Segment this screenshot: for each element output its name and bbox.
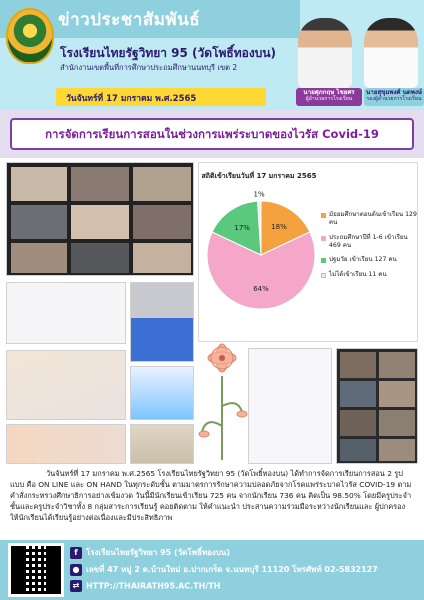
facebook-icon: f [70, 547, 82, 559]
news-title: ข่าวประชาสัมพันธ์ [58, 10, 201, 30]
pie-slice-label-1: 64% [253, 284, 269, 293]
legend-item-1 [321, 234, 417, 251]
director-name: นายศุภกฤษ ไชยศร [303, 89, 355, 96]
deputy-name: นายสุขุมพงศ์ นตพงษ์ [365, 89, 423, 96]
school-name: โรงเรียนไทยรัฐวิทยา 95 (วัดโพธิ์ทองบน) [60, 46, 277, 60]
chart-legend [321, 211, 417, 285]
flower-illustration [196, 336, 248, 464]
legend-label-0: มัธยมศึกษาตอนต้นเข้าเรียน 129 คน [329, 211, 417, 227]
student-with-book-photo [130, 282, 194, 362]
video-class-photo [336, 348, 418, 464]
director-name-tag [296, 88, 362, 106]
homework-photo [130, 424, 194, 464]
news-date: วันจันทร์ที่ 17 มกราคม พ.ศ.2565 [66, 94, 197, 104]
school-address: เลขที่ 47 หมู่ 2 ต.บ้านใหม่ อ.ปากเกร็ด จ.นนทบุรี 11120 โทรศัพท์ 02-5832127 [86, 565, 378, 574]
footer-address-row [70, 563, 378, 576]
tablet-lesson-photo [130, 366, 194, 420]
director-position: ผู้อำนวยการโรงเรียน [305, 96, 353, 103]
deputy-name-tag [364, 88, 424, 106]
deputy-position: รองผู้อำนวยการโรงเรียน [366, 96, 422, 103]
online-form-screenshot-photo [248, 348, 332, 464]
deputy-director-portrait [364, 18, 418, 88]
legend-swatch-2 [321, 258, 326, 263]
header-banner [0, 0, 424, 110]
headline-text: การจัดการเรียนการสอนในช่วงการแพร่ระบาดของไวรัส Covid-19 [45, 127, 379, 141]
website-link[interactable]: HTTP://THAIRATH95.AC.TH/TH [86, 581, 221, 591]
news-body-text: วันจันทร์ที่ 17 มกราคม พ.ศ.2565 โรงเรียนไทยรัฐวิทยา 95 (วัดโพธิ์ทองบน) ได้ทำการจัดการเรียนการสอน 2 รูปแบบ คือ ON LINE และ ON HAND ในทุกระดับชั้น ตามมาตรการรักษาความปลอดภัยจากโรคแพร่ระบาดไวรัส COVID-19 ตามคำสั่งกระทรวงศึกษาธิการอย่างเข้มงวด วันนี้มีนักเรียนเข้าเรียน 725 คน จากนักเรียน 736 คน คิดเป็น 98.50% โดยมีครูประจำชั้นและครูประจำวิชาทั้ง 8 กลุ่มสาระการเรียนรู้ คอยติดตาม ให้คำแนะนำ ประสานความร่วมมือระหว่างนักเรียนและ ผู้ปกครอง ให้นักเรียนได้เรียนรู้อย่างต่อเนื่องและมีประสิทธิภาพ [10, 469, 412, 523]
legend-swatch-0 [321, 213, 326, 218]
footer-facebook-row[interactable] [70, 546, 230, 559]
student-studying-photo [6, 350, 126, 420]
office-name: สำนักงานเขตพื้นที่การศึกษาประถมศึกษานนทบุรี เขต 2 [60, 63, 238, 72]
legend-label-1: ประถมศึกษาปีที่ 1-6 เข้าเรียน 469 คน [329, 233, 408, 250]
online-worksheet-photo [6, 282, 126, 344]
chart-title: สถิติเข้าเรียนวันที่ 17 มกราคม 2565 [201, 172, 317, 180]
pie-slice-label-3: 1% [253, 190, 265, 199]
director-portrait [298, 18, 352, 88]
headline-box [10, 118, 414, 150]
video-call-collage-photo [6, 162, 194, 276]
legend-item-0 [321, 211, 417, 228]
student-drawing-photo [6, 424, 126, 464]
legend-item-3 [321, 271, 417, 279]
pie-slice-label-0: 18% [271, 223, 287, 232]
location-pin-icon: ● [70, 564, 82, 576]
attendance-pie-chart [198, 162, 418, 342]
pie-slice-label-2: 17% [234, 223, 250, 232]
facebook-page-name: โรงเรียนไทยรัฐวิทยา 95 (วัดโพธิ์ทองบน) [86, 548, 231, 557]
legend-label-2: ปฐมวัย เข้าเรียน 127 คน [329, 256, 397, 264]
legend-label-3: ไม่ได้เข้าเรียน 11 คน [329, 270, 387, 278]
web-link-icon: ⇄ [70, 580, 82, 592]
legend-swatch-3 [321, 273, 326, 278]
footer-website-row[interactable] [70, 580, 220, 592]
legend-item-2 [321, 256, 417, 264]
school-seal-logo [6, 8, 54, 64]
qr-code[interactable] [8, 543, 64, 597]
legend-swatch-1 [321, 236, 326, 241]
pie-chart-canvas [203, 187, 319, 337]
